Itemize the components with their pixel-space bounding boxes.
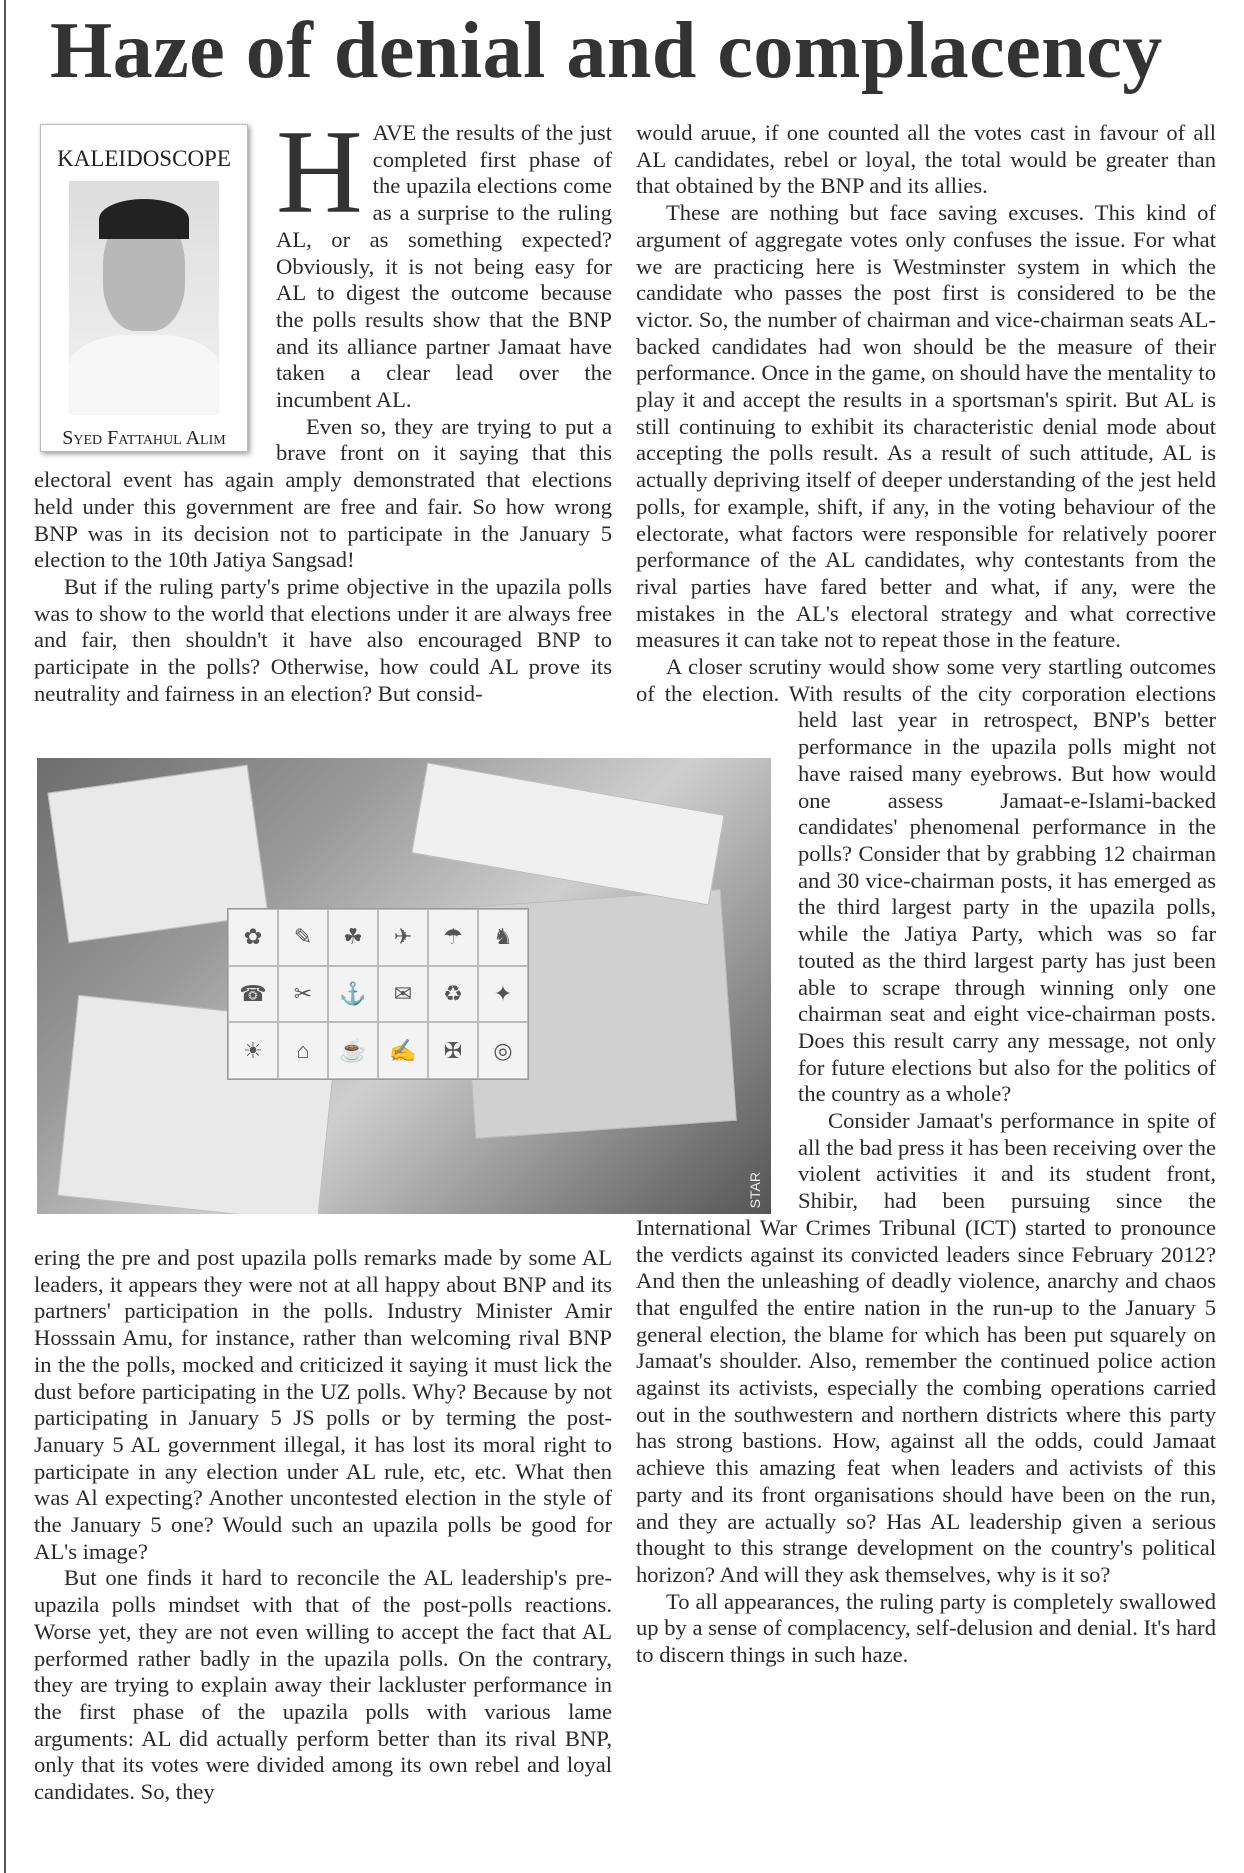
dropcap: H bbox=[276, 105, 363, 238]
article-column-left-bottom bbox=[34, 1245, 612, 1806]
paragraph: Even so, they are trying to put a brave front on it saying that this electoral event has again amply demonstrated that elections held under this government are free and fair. So how wrong BNP was in its decision not to participate in the January 5 election to the 10th Jatiya Sangsad! bbox=[34, 413, 612, 573]
paragraph: But one finds it hard to reconcile the AL leadership's pre-upazila polls mindset with that of the post-polls reactions. Worse yet, they are not even willing to accept the fact that AL performed rather badly in the upazila polls. On the contrary, they are trying to explain away their lackluster performance in the first phase of the upazila polls with various lame arguments: AL did actually perform better than its rival BNP, only that its votes were divided among its own rebel and loyal candidates. So, they bbox=[34, 1565, 612, 1805]
paragraph: To all appearances, the ruling party is completely swallowed up by a sense of complacency, self-delusion and denial. It's hard to discern things in such haze. bbox=[636, 1588, 1216, 1668]
headline: Haze of denial and complacency bbox=[50, 7, 1163, 95]
paragraph: These are nothing but face saving excuses. This kind of argument of aggregate votes only confuses the issue. For what we are practicing here is Westminster system in which the candidate who passes the post first is considered to be the victor. So, the number of chairman and vice-chairman seats AL-backed candidates had won should be the measure of their performance. Once in the game, on should have the mentality to play it and accept the results in a sportsman's spirit. But AL is still continuing to exhibit its characteristic denial mode about accepting the polls result. As a result of such attitude, AL is actually depriving itself of deeper understanding of the jest held polls, for example, shift, if any, in the voting behaviour of the electorate, what factors were responsible for relatively poorer performance of the AL candidates, why contestants from the rival parties have fared better and what, if any, were the mistakes in the AL's electoral strategy and what corrective measures it can take not to repeat those in the feature. bbox=[636, 200, 1216, 653]
paragraph: But if the ruling party's prime objective in the upazila polls was to show to the world that elections under it are always free and fair, then shouldn't it have also encouraged BNP to participate in the polls? Otherwise, how could AL prove its neutrality and fairness in an election? But consid- bbox=[34, 573, 612, 706]
author-name: Syed Fattahul Alim bbox=[62, 426, 226, 449]
article-column-left-top bbox=[34, 105, 612, 707]
article-column-right bbox=[636, 120, 1216, 1669]
ballot-paper: ✿ ✎ ☘ ✈ ☂ ♞ ☎ ✂ ⚓ ✉ ♻ ✦ ☀ ⌂ ☕ ✍ ✠ ◎ bbox=[227, 908, 529, 1080]
paragraph: A closer scrutiny would show some very startling outcomes of the election. With results of the city corporation elections held last year in retrospect, BNP's better performance in the upazila polls might not have raised many eyebrows. But how would one assess Jamaat-e-Islami-backed candidates' phenomenal performance in the polls? Consider that by grabbing 12 chairman and 30 vice-chairman posts, it has emerged as the third largest party in the upazila polls, while the Jatiya Party, which was so far touted as the third largest party has just been able to scrape through winning only one chairman seat and eight vice-chairman posts. Does this result carry any message, not only for future elections but also for the politics of the country as a whole? bbox=[636, 654, 1216, 1107]
author-photo bbox=[69, 181, 219, 415]
column-rule bbox=[4, 0, 6, 1873]
column-label: KALEIDOSCOPE bbox=[57, 146, 231, 171]
paragraph: Consider Jamaat's performance in spite of all the bad press it has been receiving over the violent activities it and its student front, Shibir, had been pursuing since the International War Crimes Tribunal (ICT) started to pronounce the verdicts against its convicted leaders since February 2012? And then the unleashing of deadly violence, anarchy and chaos that engulfed the entire nation in the run-up to the January 5 general election, the blame for which has been put squarely on Jamaat's shoulder. Also, remember the continued police action against its activists, especially the combing operations carried out in the southwestern and northern districts where this party has strong bastions. How, against all the odds, could Jamaat achieve this amazing feat when leaders and activists of this party and its front organisations should have been on the run, and they are actually so? Has AL leadership given a serious thought to this strange development on the country's political horizon? And will they ask themselves, why is it so? bbox=[636, 1108, 1216, 1587]
paragraph: HAVE the results of the just completed first phase of the upazila elections come as a surprise to the ruling AL, or as something expected? Obviously, it is not being easy for AL to digest the outcome because the polls results show that the BNP and its alliance partner Jamaat have taken a clear lead over the incumbent AL. bbox=[276, 105, 612, 413]
paragraph: ering the pre and post upazila polls remarks made by some AL leaders, it appears they were not at all happy about BNP and its partners' participation in the polls. Industry Minister Amir Hosssain Amu, for instance, rather than welcoming rival BNP in the the polls, mocked and criticized it saying it must lick the dust before participating in the UZ polls. Why? Because by not participating in January 5 JS polls or by terming the post-January 5 AL government illegal, it has lost its moral right to participate in any election under AL rule, etc, etc. What then was Al expecting? Another uncontested election in the style of the January 5 one? Would such an upazila polls be good for AL's image? bbox=[34, 1245, 612, 1564]
paragraph: would aruue, if one counted all the votes cast in favour of all AL candidates, rebel or loyal, the total would be greater than that obtained by the BNP and its allies. bbox=[636, 120, 1216, 199]
author-box bbox=[40, 124, 248, 452]
photo-credit: STAR bbox=[747, 1171, 763, 1208]
